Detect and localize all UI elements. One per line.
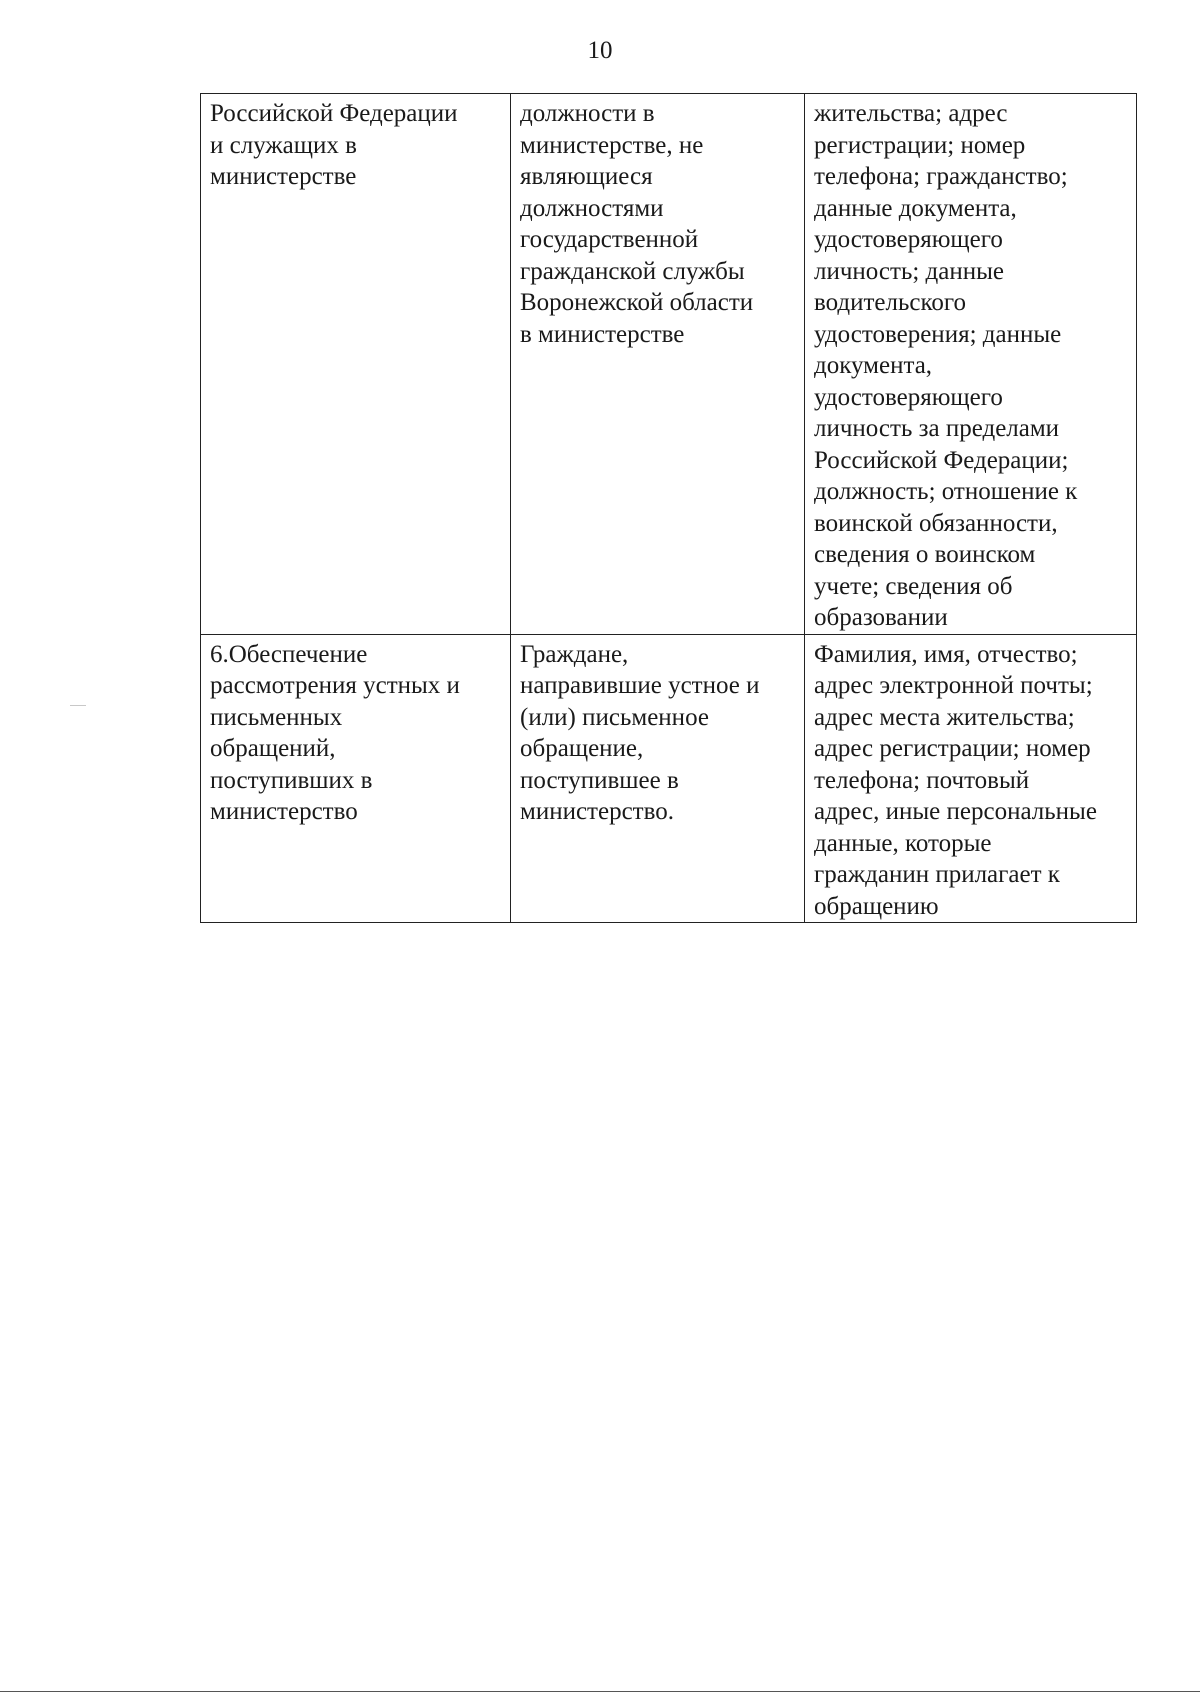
page-bottom-rule xyxy=(0,1691,1200,1692)
table-cell-subjects: должности в министерстве, не являющиеся должностями государственной гражданской службы Воронежской области в министерстве xyxy=(511,94,805,635)
personal-data-table xyxy=(200,93,1137,923)
table-row xyxy=(201,634,1137,923)
page-number: 10 xyxy=(587,37,613,64)
table-cell-purpose: Российской Федерации и служащих в министерстве xyxy=(201,94,511,635)
table-cell-subjects: Граждане, направившие устное и (или) письменное обращение, поступившее в министерство. xyxy=(511,634,805,923)
table-cell-data-list: жительства; адрес регистрации; номер телефона; гражданство; данные документа, удостоверяющего личность; данные водительского удостоверения; данные документа, удостоверяющего личность за пределами Российской Федерации; должность; отношение к воинской обязанности, сведения о воинском учете; сведения об образовании xyxy=(805,94,1137,635)
table-row xyxy=(201,94,1137,635)
table-cell-data-list: Фамилия, имя, отчество; адрес электронной почты; адрес места жительства; адрес регистрации; номер телефона; почтовый адрес, иные персональные данные, которые гражданин прилагает к обращению xyxy=(805,634,1137,923)
scan-artifact xyxy=(70,705,86,706)
table-cell-purpose: 6.Обеспечение рассмотрения устных и письменных обращений, поступивших в министерство xyxy=(201,634,511,923)
